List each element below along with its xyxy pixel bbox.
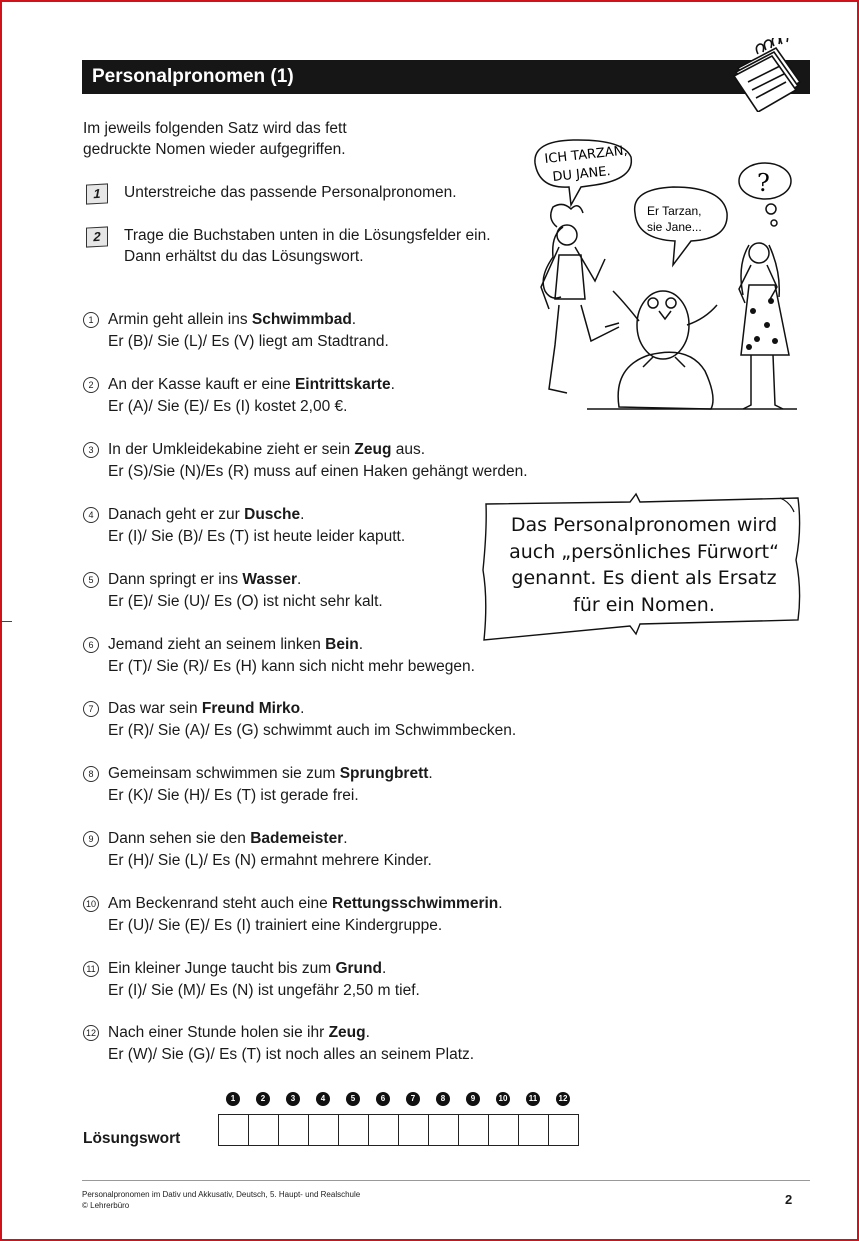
pronoun-options[interactable]: Er (K)/ Sie (H)/ Es (T) ist gerade frei.: [108, 787, 359, 804]
tarzan-speech: ICH TARZAN,: [543, 143, 629, 167]
bird-speech: Er Tarzan,: [647, 204, 702, 218]
pronoun-options[interactable]: Er (T)/ Sie (R)/ Es (H) kann sich nicht mehr bewegen.: [108, 658, 475, 675]
item-number: 2: [83, 377, 99, 393]
note-line: auch „persönliches Fürwort“: [509, 540, 779, 563]
item-number: 10: [83, 896, 99, 912]
note-line: genannt. Es dient als Ersatz: [511, 567, 777, 589]
question-mark: ?: [757, 169, 770, 197]
solution-number: 9: [466, 1092, 480, 1106]
solution-boxes: [218, 1114, 579, 1146]
pronoun-options[interactable]: Er (A)/ Sie (E)/ Es (I) kostet 2,00 €.: [108, 398, 348, 415]
bird-speech-line2: sie Jane...: [647, 220, 702, 234]
bold-noun: Wasser: [242, 571, 297, 588]
item-sentence: Nach einer Stunde holen sie ihr Zeug.: [108, 1024, 370, 1041]
solution-number: 7: [406, 1092, 420, 1106]
solution-box[interactable]: [429, 1115, 459, 1145]
solution-label: Lösungswort: [83, 1130, 181, 1147]
solution-numbers: [218, 1092, 578, 1110]
footer-line: © Lehrerbüro: [82, 1201, 130, 1210]
footer-line: Personalpronomen im Dativ und Akkusativ, Deutsch, 5. Haupt- und Realschule: [82, 1190, 361, 1199]
solution-box[interactable]: [399, 1115, 429, 1145]
solution-box[interactable]: [519, 1115, 549, 1145]
task-number-badge: 2: [86, 226, 108, 247]
pronoun-options[interactable]: Er (I)/ Sie (M)/ Es (N) ist ungefähr 2,50 m tief.: [108, 982, 420, 999]
bold-noun: Grund: [335, 960, 382, 977]
item-number: 6: [83, 637, 99, 653]
solution-box[interactable]: [309, 1115, 339, 1145]
pronoun-options[interactable]: Er (S)/Sie (N)/Es (R) muss auf einen Haken gehängt werden.: [108, 463, 528, 480]
solution-number: 8: [436, 1092, 450, 1106]
tarzan-jane-cartoon: [523, 135, 813, 425]
bold-noun: Eintrittskarte: [294, 376, 391, 393]
pronoun-options[interactable]: Er (E)/ Sie (U)/ Es (O) ist nicht sehr kalt.: [108, 593, 383, 610]
intro-text: Im jeweils folgenden Satz wird das fett gedruckte Nomen wieder aufgegriffen.: [83, 120, 347, 158]
item-number: 1: [83, 312, 99, 328]
tarzan-speech-line2: DU JANE.: [551, 163, 612, 185]
solution-box[interactable]: [459, 1115, 489, 1145]
pronoun-options[interactable]: Er (R)/ Sie (A)/ Es (G) schwimmt auch im Schwimmbecken.: [108, 722, 517, 739]
solution-box[interactable]: [249, 1115, 279, 1145]
solution-box[interactable]: [279, 1115, 309, 1145]
solution-number: 2: [256, 1092, 270, 1106]
solution-number: 4: [316, 1092, 330, 1106]
item-number: 4: [83, 507, 99, 523]
pronoun-options[interactable]: Er (H)/ Sie (L)/ Es (N) ermahnt mehrere Kinder.: [108, 852, 432, 869]
item-number: 12: [83, 1025, 99, 1041]
bold-noun: Schwimmbad: [251, 311, 352, 328]
item-sentence: Jemand zieht an seinem linken Bein.: [108, 636, 364, 653]
bold-noun: Zeug: [354, 441, 392, 458]
solution-number: 10: [496, 1092, 510, 1106]
solution-box[interactable]: [549, 1115, 578, 1145]
item-sentence: Danach geht er zur Dusche.: [108, 506, 305, 523]
bold-noun: Bein: [325, 636, 359, 653]
pronoun-options[interactable]: Er (B)/ Sie (L)/ Es (V) liegt am Stadtrand.: [108, 333, 389, 350]
worksheet-title: Personalpronomen (1): [82, 60, 810, 94]
page-number: 2: [785, 1192, 793, 1207]
footer-credits: [82, 1189, 360, 1211]
notepad-icon: [728, 38, 806, 112]
item-sentence: Am Beckenrand steht auch eine Rettungsschwimmerin.: [108, 895, 503, 912]
bold-noun: Freund Mirko: [201, 700, 301, 717]
solution-box[interactable]: [219, 1115, 249, 1145]
item-number: 9: [83, 831, 99, 847]
bold-noun: Dusche: [244, 506, 301, 523]
note-text: [485, 512, 803, 618]
pronoun-options[interactable]: Er (I)/ Sie (B)/ Es (T) ist heute leider kaputt.: [108, 528, 406, 545]
note-line: für ein Nomen.: [573, 593, 715, 616]
solution-number: 12: [556, 1092, 570, 1106]
item-sentence: In der Umkleidekabine zieht er sein Zeug aus.: [108, 441, 426, 458]
item-number: 11: [83, 961, 99, 977]
task-number-badge: 1: [86, 183, 108, 204]
footer-divider: [82, 1180, 810, 1181]
bold-noun: Zeug: [328, 1024, 366, 1041]
solution-number: 1: [226, 1092, 240, 1106]
item-number: 8: [83, 766, 99, 782]
bold-noun: Sprungbrett: [339, 765, 429, 782]
task-text: Trage die Buchstaben unten in die Lösungsfelder ein. Dann erhältst du das Lösungswort.: [124, 227, 491, 265]
task-text: Unterstreiche das passende Personalpronomen.: [124, 184, 457, 201]
solution-number: 3: [286, 1092, 300, 1106]
item-number: 5: [83, 572, 99, 588]
pronoun-options[interactable]: Er (W)/ Sie (G)/ Es (T) ist noch alles an seinem Platz.: [108, 1046, 475, 1063]
solution-number: 6: [376, 1092, 390, 1106]
note-line: Das Personalpronomen wird: [510, 514, 778, 536]
solution-box[interactable]: [369, 1115, 399, 1145]
solution-box[interactable]: [489, 1115, 519, 1145]
item-sentence: An der Kasse kauft er eine Eintrittskarte.: [108, 376, 395, 393]
solution-box[interactable]: [339, 1115, 369, 1145]
fold-mark: [0, 621, 12, 622]
item-sentence: Das war sein Freund Mirko.: [108, 700, 305, 717]
item-number: 7: [83, 701, 99, 717]
item-sentence: Armin geht allein ins Schwimmbad.: [108, 311, 357, 328]
item-sentence: Ein kleiner Junge taucht bis zum Grund.: [108, 960, 387, 977]
solution-number: 5: [346, 1092, 360, 1106]
item-sentence: Dann sehen sie den Bademeister.: [108, 830, 348, 847]
solution-number: 11: [526, 1092, 540, 1106]
item-sentence: Gemeinsam schwimmen sie zum Sprungbrett.: [108, 765, 433, 782]
pronoun-options[interactable]: Er (U)/ Sie (E)/ Es (I) trainiert eine Kindergruppe.: [108, 917, 443, 934]
item-sentence: Dann springt er ins Wasser.: [108, 571, 302, 588]
bold-noun: Bademeister: [250, 830, 344, 847]
bold-noun: Rettungsschwimmerin: [332, 895, 499, 912]
item-number: 3: [83, 442, 99, 458]
